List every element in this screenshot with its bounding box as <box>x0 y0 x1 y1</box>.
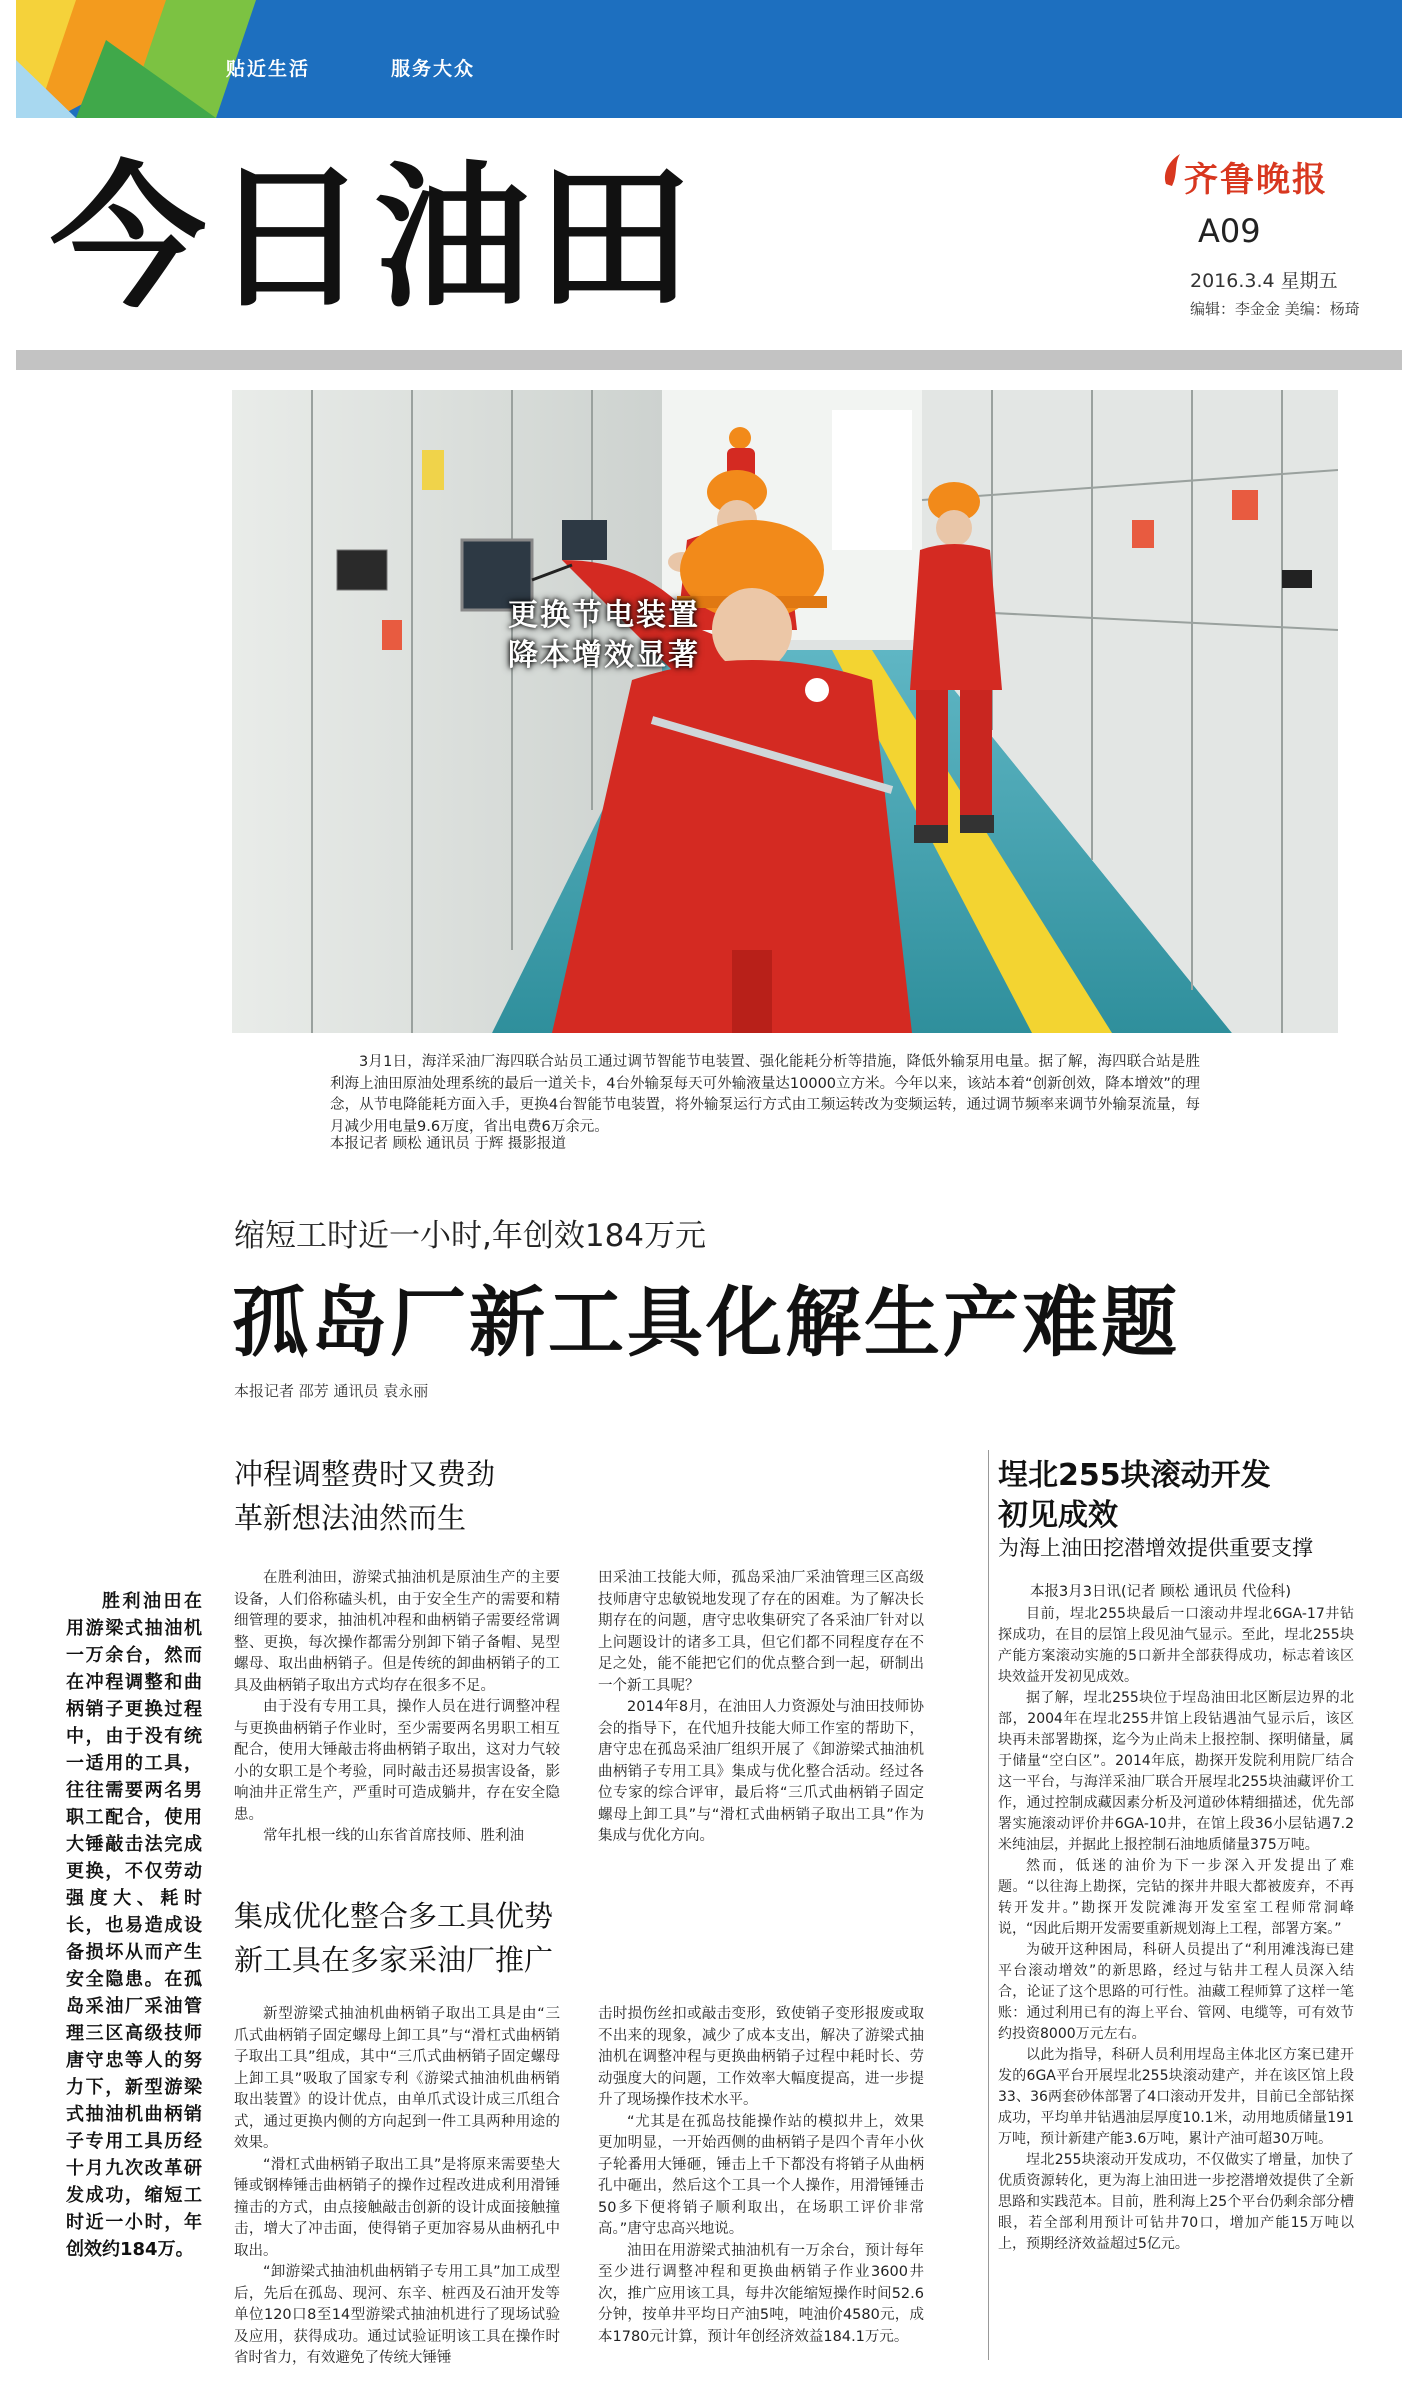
paragraph: 据了解，埕北255块位于埕岛油田北区断层边界的北部，2004年在埕北255井馆上段钻遇油气显示后，该区块再未部署勘探，迄今为止尚未上报控制、探明储量，属于储量“空白区”。2014年底，勘探开发院利用院厂结合这一平台，与海洋采油厂联合开展埕北255块油藏评价工作，通过控制成藏因素分析及河道砂体精细描述，优先部署实施滚动评价井6GA-10井，在馆上段36小层钻遇7.2米纯油层，并据此上报控制石油地质储量375万吨。 <box>998 1690 1354 1853</box>
banner-graphic <box>16 0 1402 118</box>
paragraph: 新型游梁式抽油机曲柄销子取出工具是由“三爪式曲柄销子固定螺母上卸工具”与“滑杠式曲柄销子取出工具”组成，其中“三爪式曲柄销子固定螺母上卸工具”吸取了国家专利《游梁式抽油机曲柄销取出装置》的设计优点，由单爪式设计成三爪组合式，通过更换内侧的方向起到一件工具两种用途的效果。 <box>234 2006 560 2151</box>
paragraph: 为破开这种困局，科研人员提出了“利用滩浅海已建平台滚动增效”的新思路，经过与钻井工程人员深入结合，论证了这个思路的可行性。油藏工程师算了这样一笔账：通过利用已有的海上平台、管网、电缆等，可有效节约投资8000万元左右。 <box>998 1942 1354 2042</box>
section2-column2 <box>598 2004 924 2348</box>
top-banner <box>16 0 1402 118</box>
editors-line: 编辑：李金金 美编：杨琦 <box>1190 300 1360 318</box>
subhead-2-line2: 新工具在多家采油厂推广 <box>234 1943 554 1977</box>
photo-overlay-line2: 降本增效显著 <box>508 638 700 673</box>
header-divider <box>16 350 1402 370</box>
main-story-byline: 本报记者 邵芳 通讯员 袁永丽 <box>234 1382 429 1400</box>
section-title: 今日油田 <box>50 146 698 329</box>
paragraph: 由于没有专用工具，操作人员在进行调整冲程与更换曲柄销子作业时，至少需要两名男职工相互配合，使用大锤敲击将曲柄销子取出，这对力气较小的女职工是个考验，同时敲击还易损害设备，影响油井正常生产，严重时可造成躺井，存在安全隐患。 <box>234 1699 560 1823</box>
photo-credit: 本报记者 顾松 通讯员 于辉 摄影报道 <box>330 1136 566 1152</box>
side-story-headline <box>998 1456 1271 1536</box>
paragraph: 然而，低迷的油价为下一步深入开发提出了难题。“以往海上勘探，完钻的探井井眼大都被废弃，不再转开发井。”勘探开发院滩海开发室室工程师常洞峰说，“因此后期开发需要重新规划海上工程，部署方案。” <box>998 1858 1354 1937</box>
newspaper-name: 齐鲁晚报 <box>1184 160 1328 200</box>
side-story-subhead: 为海上油田挖潜增效提供重要支撑 <box>998 1536 1313 1560</box>
subhead-1 <box>234 1452 495 1540</box>
subhead-1-line2: 革新想法油然而生 <box>234 1501 467 1535</box>
paragraph: 常年扎根一线的山东省首席技师、胜利油 <box>263 1828 524 1844</box>
paragraph: “卸游梁式抽油机曲柄销子专用工具”加工成型后，先后在孤岛、现河、东辛、桩西及石油开发等单位120口8至14型游梁式抽油机进行了现场试验及应用，获得成功。通过试验证明该工具在操作时省时省力，有效避免了传统大锤锤 <box>234 2264 560 2366</box>
page-number: A09 <box>1198 212 1261 250</box>
side-story-byline: 本报3月3日讯(记者 顾松 通讯员 代俭科) <box>1030 1584 1292 1600</box>
paragraph: “尤其是在孤岛技能操作站的模拟井上，效果更加明显，一开始西侧的曲柄销子是四个青年小伙子轮番用大锤砸，锤击上千下都没有将销子从曲柄孔中砸出，然后这个工具一个人操作，用滑锤锤击50多下便将销子顺利取出，在场职工评价非常高。”唐守忠高兴地说。 <box>598 2113 924 2237</box>
photo-overlay-line1: 更换节电装置 <box>508 598 700 633</box>
paragraph: 击时损伤丝扣或敲击变形，致使销子变形报废或取不出来的现象，减少了成本支出，解决了游梁式抽油机在调整冲程与更换曲柄销子过程中耗时长、劳动强度大的问题，工作效率大幅度提高，进一步提升了现场操作技术水平。 <box>598 2006 924 2108</box>
paragraph: 以此为指导，科研人员利用埕岛主体北区方案已建开发的6GA平台开展埕北255块滚动建产，并在该区馆上段33、36两套砂体部署了4口滚动开发井，目前已全部钻探成功，平均单井钻遇油层厚度10.1米，动用地质储量191万吨，预计新建产能3.6万吨，累计产油可超30万吨。 <box>998 2047 1354 2147</box>
main-story-lead: 胜利油田在用游梁式抽油机一万余台，然而在冲程调整和曲柄销子更换过程中，由于没有统一适用的工具，往往需要两名男职工配合，使用大锤敲击法完成更换，不仅劳动强度大、耗时长，也易造成设备损坏从而产生安全隐患。在孤岛采油厂采油管理三区高级技师唐守忠等人的努力下，新型游梁式抽油机曲柄销子专用工具历经十月九次改革研发成功，缩短工时近一小时，年创效约184万。 <box>66 1591 202 2260</box>
subhead-1-line1: 冲程调整费时又费劲 <box>234 1457 496 1491</box>
slogan-2: 服务大众 <box>391 58 476 80</box>
section2-column1 <box>234 2004 560 2370</box>
column-divider <box>988 1450 989 2360</box>
side-headline-line2: 初见成效 <box>998 1498 1118 1533</box>
news-photo <box>232 390 1338 1033</box>
subhead-2 <box>234 1894 553 1982</box>
issue-date: 2016.3.4 星期五 <box>1190 270 1338 292</box>
section1-column2 <box>598 1568 924 1848</box>
slogan-1: 贴近生活 <box>226 58 311 80</box>
section1-column1 <box>234 1568 560 1848</box>
subhead-2-line1: 集成优化整合多工具优势 <box>234 1899 554 1933</box>
paragraph: 目前，埕北255块最后一口滚动井埕北6GA-17井钻探成功，在目的层馆上段见油气显示。至此，埕北255块产能方案滚动实施的5口新井全部获得成功，标志着该区块效益开发初见成效。 <box>998 1606 1354 1685</box>
main-story-headline: 孤岛厂新工具化解生产难题 <box>232 1278 1180 1367</box>
photo-caption: 3月1日，海洋采油厂海四联合站员工通过调节智能节电装置、强化能耗分析等措施，降低外输泵用电量。据了解，海四联合站是胜利海上油田原油处理系统的最后一道关卡，4台外输泵每天可外输液量达10000立方米。今年以来，该站本着“创新创效，降本增效”的理念，从节电降能耗方面入手，更换4台智能节电装置，将外输泵运行方式由工频运转改为变频运转，通过调节频率来调节外输泵流量，每月减少用电量9.6万度，省出电费6万余元。 <box>330 1054 1200 1135</box>
main-story-kicker: 缩短工时近一小时,年创效184万元 <box>234 1218 707 1254</box>
paragraph: 埕北255块滚动开发成功，不仅做实了增量，加快了优质资源转化，更为海上油田进一步挖潜增效提供了全新思路和实践范本。目前，胜利海上25个平台仍剩余部分槽眼，若全部利用预计可钻井70口，增加产能15万吨以上，预期经济效益超过5亿元。 <box>998 2152 1354 2252</box>
paragraph: “滑杠式曲柄销子取出工具”是将原来需要垫大锤或钢棒锤击曲柄销子的操作过程改进成利用滑锤撞击的方式，由点接触敲击创新的设计成面接触撞击，增大了冲击面，使得销子更加容易从曲柄孔中取出。 <box>234 2156 560 2259</box>
paragraph: 在胜利油田，游梁式抽油机是原油生产的主要设备，人们俗称磕头机，由于安全生产的需要和精细管理的要求，抽油机冲程和曲柄销子需要经常调整、更换，每次操作都需分别卸下销子备帽、晃型螺母、取出曲柄销子。但是传统的卸曲柄销子的工具及曲柄销子取出方式均存在很多不足。 <box>234 1570 560 1694</box>
paragraph: 2014年8月，在油田人力资源处与油田技师协会的指导下，在代旭升技能大师工作室的帮助下，唐守忠在孤岛采油厂组织开展了《卸游梁式抽油机曲柄销子专用工具》集成与优化整合活动。经过各位专家的综合评审，最后将“三爪式曲柄销子固定螺母上卸工具”与“滑杠式曲柄销子取出工具”作为集成与优化方向。 <box>598 1699 924 1844</box>
newspaper-logo-icon <box>1160 150 1186 194</box>
side-headline-line1: 埕北255块滚动开发 <box>998 1458 1271 1493</box>
paragraph: 油田在用游梁式抽油机有一万余台，预计每年至少进行调整冲程和更换曲柄销子作业3600井次，推广应用该工具，每井次能缩短操作时间52.6分钟，按单井平均日产油5吨，吨油价4580元，成本1780元计算，预计年创经济效益184.1万元。 <box>598 2242 924 2345</box>
paragraph: 田采油工技能大师，孤岛采油厂采油管理三区高级技师唐守忠敏锐地发现了存在的困难。为了解决长期存在的问题，唐守忠收集研究了各采油厂针对以上问题设计的诸多工具，但它们都不同程度存在不足之处，能不能把它们的优点整合到一起，研制出一个新工具呢？ <box>598 1570 924 1694</box>
side-story-body <box>998 1604 1354 2255</box>
